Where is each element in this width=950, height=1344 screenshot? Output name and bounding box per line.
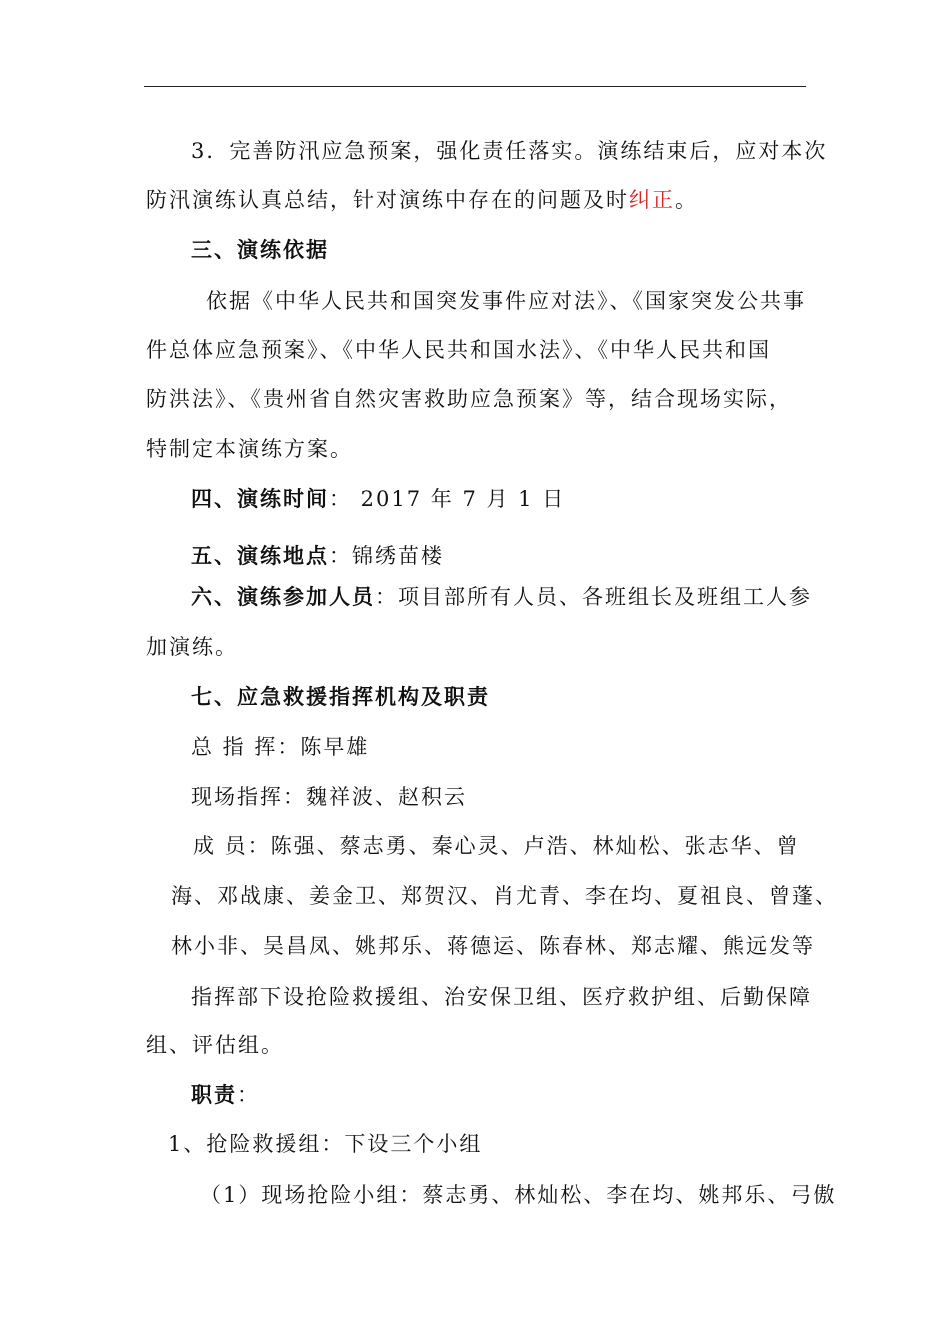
- paragraph-line: 件总体应急预案》、《中华人民共和国水法》、《中华人民共和国: [146, 338, 771, 362]
- place-value: ：锦绣苗楼: [329, 544, 444, 568]
- participants-line: [191, 583, 950, 611]
- time-line: [191, 485, 950, 513]
- paragraph-line: 指挥部下设抢险救援组、治安保卫组、医疗救护组、后勤保障: [191, 985, 812, 1009]
- paragraph-line: [146, 186, 950, 214]
- paragraph-line: 加演练。: [146, 635, 238, 659]
- site-commander-line: 现场指挥：魏祥波、赵积云: [191, 785, 467, 809]
- section-heading: 六、演练参加人员: [191, 584, 375, 609]
- section-heading: 五、演练地点: [191, 543, 329, 568]
- section-heading: 七、应急救援指挥机构及职责: [191, 684, 490, 709]
- colon: ：: [237, 1083, 260, 1107]
- rescue-group-line: 1、抢险救援组：下设三个小组: [168, 1132, 483, 1156]
- highlighted-text: 纠正: [629, 188, 675, 212]
- paragraph-line: 防洪法》、《贵州省自然灾害救助应急预案》等，结合现场实际，: [146, 387, 792, 411]
- commander-line: 总 指 挥：陈早雄: [191, 735, 370, 759]
- paragraph-line: 特制定本演练方案。: [146, 437, 353, 461]
- members-line: 成 员：陈强、蔡志勇、秦心灵、卢浩、林灿松、张志华、曾: [193, 834, 800, 858]
- members-line: 林小非、吴昌凤、姚邦乐、蒋德运、陈春林、郑志耀、熊远发等: [171, 934, 815, 958]
- paragraph-line: 依据《中华人民共和国突发事件应对法》、《国家突发公共事: [206, 289, 806, 313]
- text-span: 防汛演练认真总结，针对演练中存在的问题及时: [146, 188, 629, 212]
- section-heading: 职责: [191, 1082, 237, 1107]
- section-heading: 四、演练时间: [191, 486, 329, 511]
- paragraph-line: 组、评估组。: [146, 1033, 284, 1057]
- time-value: ： 2017 年 7 月 1 日: [329, 487, 566, 511]
- rescue-subgroup-line: （1）现场抢险小组：蔡志勇、林灿松、李在均、姚邦乐、弓傲: [200, 1183, 837, 1207]
- participants-value: ：项目部所有人员、各班组长及班组工人参: [375, 585, 812, 609]
- duties-heading: [191, 1081, 950, 1109]
- header-rule: [144, 86, 806, 87]
- text-span: 。: [675, 188, 698, 212]
- section-heading: 三、演练依据: [191, 237, 329, 262]
- place-line: [191, 542, 950, 570]
- paragraph-line: 3．完善防汛应急预案，强化责任落实。演练结束后，应对本次: [191, 139, 828, 163]
- members-line: 海、邓战康、姜金卫、郑贺汉、肖尤青、李在均、夏祖良、曾蓬、: [171, 884, 838, 908]
